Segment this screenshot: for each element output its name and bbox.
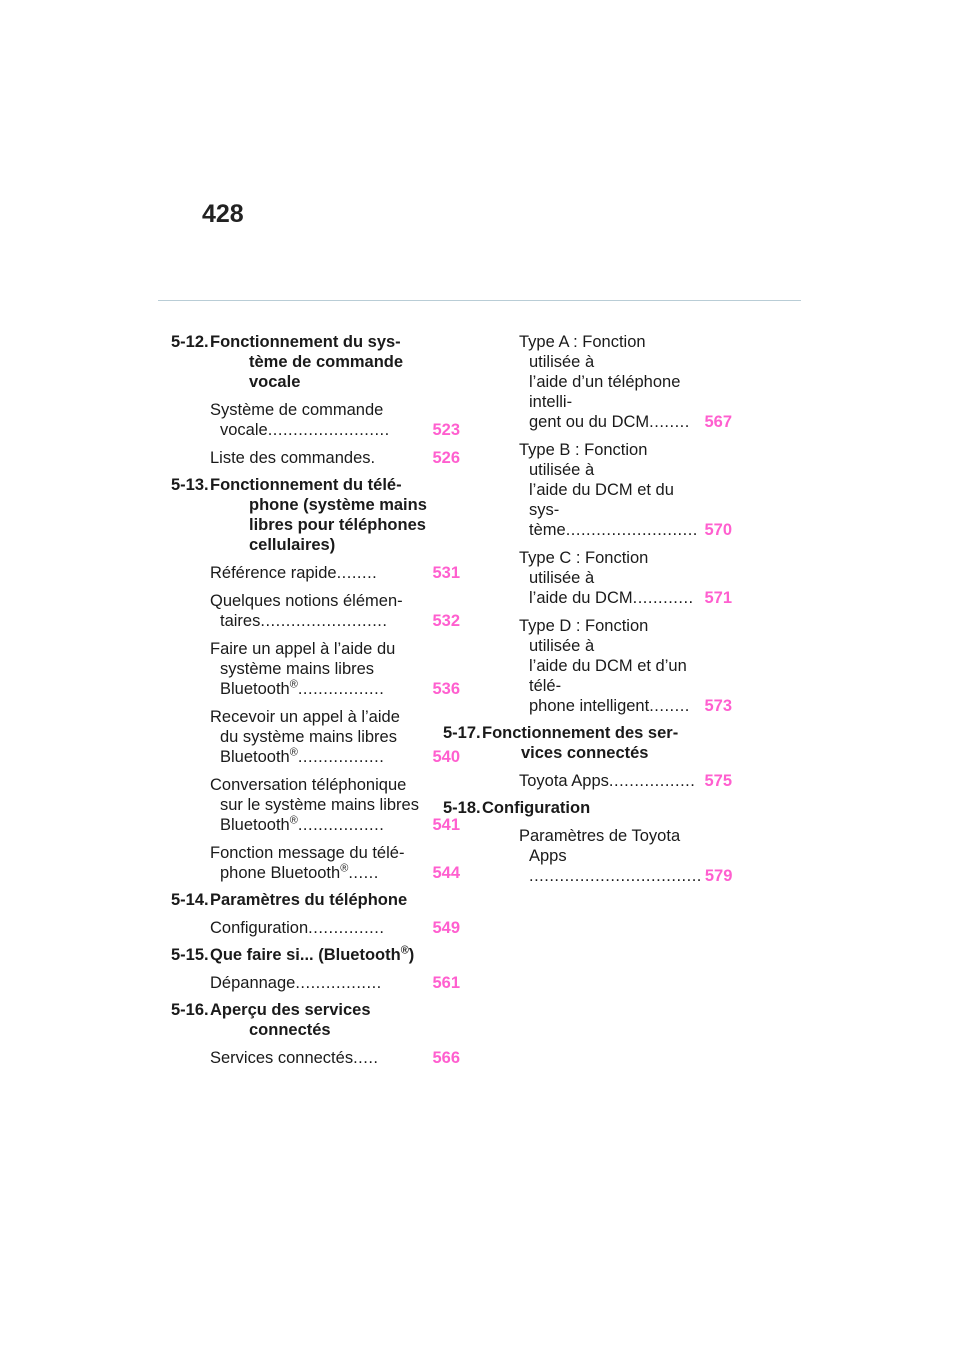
toc-entry-line: Liste des commandes (210, 449, 371, 467)
toc-entry-line: l’aide du DCM et du sys- (529, 481, 674, 519)
toc-page-number[interactable]: 526 (432, 449, 460, 467)
toc-page-number[interactable]: 570 (704, 521, 732, 539)
toc-leader-dots: ........ (336, 564, 378, 582)
toc-section-title-line: cellulaires) (249, 536, 336, 554)
toc-section-title-line: phone (système mains (249, 496, 427, 514)
toc-entry-text (519, 332, 701, 432)
toc-page-number[interactable]: 575 (704, 772, 732, 790)
registered-mark: ® (289, 746, 298, 759)
toc-page-number[interactable]: 540 (432, 748, 460, 766)
toc-entry[interactable] (210, 1048, 460, 1068)
toc-leader-dots: ..... (353, 1049, 379, 1067)
toc-entry-text (519, 771, 701, 791)
toc-leader-dots: ................. (297, 816, 385, 834)
toc-entry[interactable] (210, 639, 460, 699)
toc-leader-dots: ...... (348, 864, 379, 882)
toc-page-number[interactable]: 567 (704, 413, 732, 431)
registered-mark: ® (289, 678, 298, 691)
toc-entry[interactable] (482, 616, 732, 716)
toc-page-number[interactable]: 566 (432, 1049, 460, 1067)
registered-mark: ® (340, 862, 349, 875)
toc-entry[interactable] (210, 591, 460, 631)
toc-entry-line: phone Bluetooth (220, 864, 341, 882)
toc-section-title-line: Fonctionnement des ser- (482, 724, 679, 742)
toc-entry-text (210, 1048, 429, 1068)
toc-entry-line: Fonction message du télé- (210, 844, 405, 862)
toc-leader-dots: ........................ (267, 421, 390, 439)
toc-entry-line: l’aide du DCM (529, 589, 633, 607)
toc-entry[interactable] (210, 448, 460, 468)
toc-section-title-line: vocale (249, 373, 301, 391)
toc-entry-line: gent ou du DCM (529, 413, 650, 431)
toc-section (171, 890, 460, 938)
toc-entry-text (210, 973, 429, 993)
toc-entry-line: l’aide du DCM et d’un télé- (529, 657, 687, 695)
toc-page-number[interactable]: 549 (432, 919, 460, 937)
toc-page-number[interactable]: 532 (432, 612, 460, 630)
toc-entry-line: Toyota Apps (519, 772, 609, 790)
toc-entry-line: Paramètres de Toyota Apps (519, 827, 681, 865)
toc-entry[interactable] (482, 771, 732, 791)
toc-section-title-line: Que faire si... (Bluetooth (210, 946, 401, 964)
toc-section-title-line: vices connectés (521, 744, 649, 762)
toc-entry[interactable] (482, 548, 732, 608)
toc-section-title-line: Configuration (482, 799, 591, 817)
toc-entry-line: Faire un appel à l’aide du (210, 640, 396, 658)
toc-entry-line: phone intelligent (529, 697, 650, 715)
toc-entry[interactable] (210, 707, 460, 767)
toc-page-number[interactable]: 523 (432, 421, 460, 439)
toc-leader-dots: ............ (632, 589, 694, 607)
toc-entry-text (210, 707, 429, 767)
toc-entry[interactable] (482, 332, 732, 432)
toc-entry-text (210, 591, 429, 631)
header-divider (158, 300, 801, 301)
toc-entry-line: sur le système mains libres (220, 796, 419, 814)
toc-leader-dots: ........ (649, 697, 690, 715)
toc-section-title[interactable]: 5-16.Aperçu des services connectés (171, 1001, 371, 1039)
toc-leader-dots: ................. (297, 680, 385, 698)
toc-page-number[interactable]: 531 (432, 564, 460, 582)
toc-entry[interactable] (210, 973, 460, 993)
toc-entry-line: Type B : Fonction utilisée à (519, 441, 648, 479)
registered-mark: ® (289, 814, 298, 827)
toc-leader-dots: ................. (608, 772, 696, 790)
toc-section-title-line: Fonctionnement du télé- (210, 476, 402, 494)
page-number: 428 (202, 200, 244, 228)
toc-entry-line: Dépannage (210, 974, 296, 992)
toc-entry-text (210, 563, 429, 583)
toc-entry-line: Bluetooth (220, 748, 290, 766)
toc-section (171, 944, 460, 993)
toc-entry[interactable] (210, 918, 460, 938)
toc-entry-line: Quelques notions élémen- (210, 592, 403, 610)
toc-page-number[interactable]: 579 (704, 867, 733, 885)
toc-entry-line: l’aide d’un téléphone intelli- (529, 373, 681, 411)
toc-page-number[interactable]: 561 (432, 974, 460, 992)
toc-entry-text (210, 448, 429, 468)
toc-entry-text (519, 616, 701, 716)
toc-entry[interactable] (210, 843, 460, 883)
toc-section (171, 1000, 460, 1068)
toc-section-title[interactable]: 5-12.Fonctionnement du sys- tème de commande vocale (171, 333, 404, 391)
toc-entry[interactable] (210, 775, 460, 835)
toc-page-number[interactable]: 541 (432, 816, 460, 834)
toc-entry-text (519, 548, 701, 608)
toc-entry-text (210, 918, 429, 938)
toc-entry[interactable] (210, 563, 460, 583)
toc-section (171, 475, 460, 883)
toc-leader-dots: ................. (297, 748, 385, 766)
toc-leader-dots: . (370, 449, 376, 467)
toc-entry-line: Type D : Fonction utilisée à (519, 617, 649, 655)
toc-entry-line: Référence rapide (210, 564, 337, 582)
toc-section-title-line: libres pour téléphones (249, 516, 426, 534)
toc-entry-line: Type C : Fonction utilisée à (519, 549, 649, 587)
toc-entry-text (210, 639, 429, 699)
toc-entry-line: Recevoir un appel à l’aide (210, 708, 400, 726)
toc-section-title[interactable]: 5-15.Que faire si... (Bluetooth®) (171, 944, 415, 964)
toc-entry-line: Conversation téléphonique (210, 776, 407, 794)
toc-entry[interactable] (482, 440, 732, 540)
toc-section-title-line: Fonctionnement du sys- (210, 333, 401, 351)
toc-section-title-line: tème de commande (249, 353, 404, 371)
toc-entry-text (210, 843, 429, 883)
toc-section-title-line: connectés (249, 1021, 331, 1039)
toc-entry-line: Système de commande (210, 401, 384, 419)
toc-entry-line: Bluetooth (220, 816, 290, 834)
toc-section-title[interactable]: 5-18.Configuration (443, 799, 591, 817)
toc-entry-line: système mains libres (220, 660, 375, 678)
toc-leader-dots: .................................. (529, 867, 702, 885)
toc-entry-text (210, 400, 429, 440)
toc-leader-dots: ......................... (260, 612, 388, 630)
toc-leader-dots: .......................... (565, 521, 698, 539)
toc-section-title-suffix: ) (408, 946, 415, 964)
toc-section-title[interactable]: 5-17.Fonctionnement des ser- vices connectés (443, 724, 679, 762)
toc-entry-line: Bluetooth (220, 680, 290, 698)
toc-page-number[interactable]: 573 (704, 697, 732, 715)
toc-page-number[interactable]: 571 (704, 589, 732, 607)
toc-entry-line: Type A : Fonction utilisée à (519, 333, 646, 371)
toc-section-title[interactable]: 5-13.Fonctionnement du télé- phone (système mains libres pour téléphones cellulaires) (171, 476, 427, 554)
toc-leader-dots: ........ (649, 413, 690, 431)
toc-section-title-line: Aperçu des services (210, 1001, 371, 1019)
toc-entry[interactable] (210, 400, 460, 440)
registered-mark: ® (400, 944, 409, 957)
toc-page-number[interactable]: 536 (432, 680, 460, 698)
toc-entry-line: taires (220, 612, 261, 630)
toc-entry-line: vocale (220, 421, 268, 439)
toc-entry-text (519, 826, 702, 886)
toc-entry-text (210, 775, 429, 835)
toc-section-title-line: Paramètres du téléphone (210, 891, 408, 909)
toc-entry-line: Services connectés (210, 1049, 354, 1067)
toc-entry[interactable] (482, 826, 732, 886)
toc-entry-line: du système mains libres (220, 728, 397, 746)
toc-left-column (171, 332, 460, 1075)
toc-entry-line: Configuration (210, 919, 309, 937)
toc-section (171, 332, 460, 468)
toc-leader-dots: ................. (295, 974, 382, 992)
toc-section-title[interactable]: 5-14.Paramètres du téléphone (171, 891, 408, 909)
toc-leader-dots: ............... (308, 919, 385, 937)
toc-entry-line: tème (529, 521, 566, 539)
toc-entry-text (519, 440, 701, 540)
toc-page-number[interactable]: 544 (432, 864, 460, 882)
